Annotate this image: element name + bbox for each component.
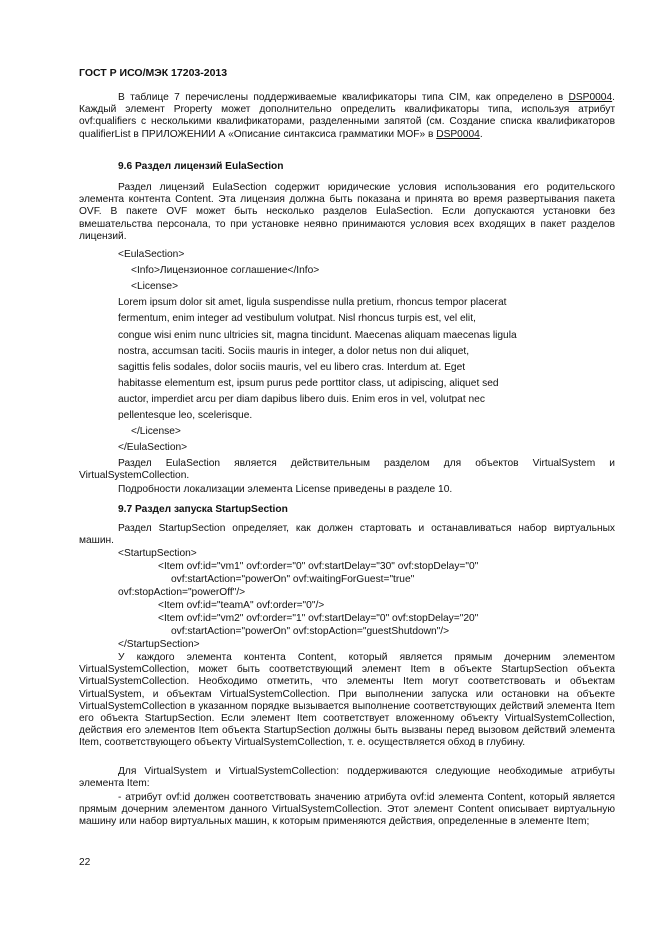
code-line: <Item ovf:id="vm1" ovf:order="0" ovf:startDelay="30" ovf:stopDelay="0" bbox=[158, 561, 479, 572]
dsp0004-link[interactable]: DSP0004 bbox=[568, 92, 613, 103]
code-line: ovf:stopAction="powerOff"/> bbox=[118, 587, 246, 598]
paragraph-eula-valid: Раздел EulaSection является действительным разделом для объектов VirtualSystem и VirtualSystemCollection. bbox=[79, 458, 615, 482]
code-line: <EulaSection> bbox=[118, 249, 185, 260]
paragraph-license-localization: Подробности локализации элемента License приведены в разделе 10. bbox=[118, 484, 453, 495]
paragraph-text: . bbox=[479, 128, 483, 140]
code-line: </StartupSection> bbox=[118, 639, 200, 650]
paragraph-item-attributes: Для VirtualSystem и VirtualSystemCollection: поддерживаются следующие необходимые атрибуты элемента Item: bbox=[79, 766, 615, 790]
code-line: <StartupSection> bbox=[118, 548, 197, 559]
code-line: fermentum, enim integer ad vestibulum volutpat. Nisl rhoncus turpis est, vel elit, bbox=[118, 313, 476, 324]
code-line: nostra, accumsan taciti. Sociis mauris in integer, a dolor netus non dui aliquet, bbox=[118, 346, 470, 357]
code-line: ovf:startAction="powerOn" ovf:waitingForGuest="true" bbox=[171, 574, 415, 585]
code-line: <Item ovf:id="teamA" ovf:order="0"/> bbox=[158, 600, 325, 611]
document-header: ГОСТ Р ИСО/МЭК 17203-2013 bbox=[79, 67, 228, 79]
section-heading-eula: 9.6 Раздел лицензий EulaSection bbox=[118, 161, 284, 172]
paragraph-startup-description: Раздел StartupSection определяет, как должен стартовать и останавливаться набор виртуальных машин. bbox=[79, 523, 615, 547]
code-line: habitasse elementum est, ipsum purus pede porttitor class, ut adipiscing, aliquet sed bbox=[118, 378, 499, 389]
code-line: ovf:startAction="powerOn" ovf:stopAction="guestShutdown"/> bbox=[171, 626, 450, 637]
code-line: <Item ovf:id="vm2" ovf:order="1" ovf:startDelay="0" ovf:stopDelay="20" bbox=[158, 613, 479, 624]
paragraph-eula-description: Раздел лицензий EulaSection содержит юридические условия использования его родительского элемента контента Content. Эта лицензия должна быть показана и принята во время развертывания пакета OVF. В пакете OVF может быть несколько разделов EulaSection. Если допускаются установки без вмешательства персонала, то при установке неявно принимаются условия всех входящих в пакет разделов лицензий. bbox=[79, 182, 615, 242]
code-line: </EulaSection> bbox=[118, 442, 188, 453]
code-line: <License> bbox=[131, 281, 179, 292]
paragraph-text: В таблице 7 перечислены поддерживаемые квалификаторы типа CIM, как определено в bbox=[118, 92, 569, 103]
code-line: auctor, imperdiet arcu per diam dapibus libero duis. Enim eros in vel, volutpat nec bbox=[118, 394, 485, 405]
code-line: pellentesque leo, scelerisque. bbox=[118, 410, 253, 421]
code-line: Lorem ipsum dolor sit amet, ligula suspendisse nulla pretium, rhoncus tempor placerat bbox=[118, 297, 507, 308]
paragraph-startup-items: У каждого элемента контента Content, который является прямым дочерним элементом VirtualSystemCollection, может быть соответствующий элемент Item в объекте StartupSection объекта VirtualSystemCollection. Необходимо отметить, что элементы Item могут соответствовать и объектам VirtualSystem, и объектам VirtualSystemCollection. При выполнении запуска или остановки на объекте VirtualSystemCollection в указанном порядке вызывается выполнение соответствующих действий элемента Item его объекта StartupSection. Если элемент Item соответствует вложенному объекту VirtualSystemCollection, действия его элементов Item объекта StartupSection должны быть вызваны перед вызовом действий элемента Item, соответствующего объекту VirtualSystemCollection, т. е. осуществляется обход в глубину. bbox=[79, 652, 615, 749]
code-line: <Info>Лицензионное соглашение</Info> bbox=[131, 265, 320, 276]
paragraph-ovf-id-attribute: - атрибут ovf:id должен соответствовать значению атрибута ovf:id элемента Content, который является прямым дочерним элементом данного VirtualSystemCollection. Этот элемент Content описывает виртуальную машину или набор виртуальных машин, к которым применяются действия, определенные в элементе Item; bbox=[79, 792, 615, 828]
code-line: congue wisi enim nunc ultricies sit, magna tincidunt. Maecenas aliquam maecenas ligula bbox=[118, 330, 517, 341]
code-line: </License> bbox=[131, 426, 181, 437]
section-heading-startup: 9.7 Раздел запуска StartupSection bbox=[118, 504, 288, 515]
paragraph-table7-qualifiers bbox=[79, 92, 615, 141]
paragraph-text: . Каждый элемент Property может дополнительно определить квалификаторы типа, используя атрибут ovf:qualifiers с несколькими квалификаторами, разделенными запятой (см. Создание списка квалификаторов qualifierList в ПРИЛОЖЕНИИ А «Описание синтаксиса грамматики MOF» в bbox=[79, 92, 615, 140]
page-number: 22 bbox=[79, 857, 91, 868]
code-line: sagittis felis sodales, dolor sociis mauris, vel eu libero cras. Interdum at. Eget bbox=[118, 362, 466, 373]
dsp0004-link[interactable]: DSP0004 bbox=[436, 128, 480, 140]
